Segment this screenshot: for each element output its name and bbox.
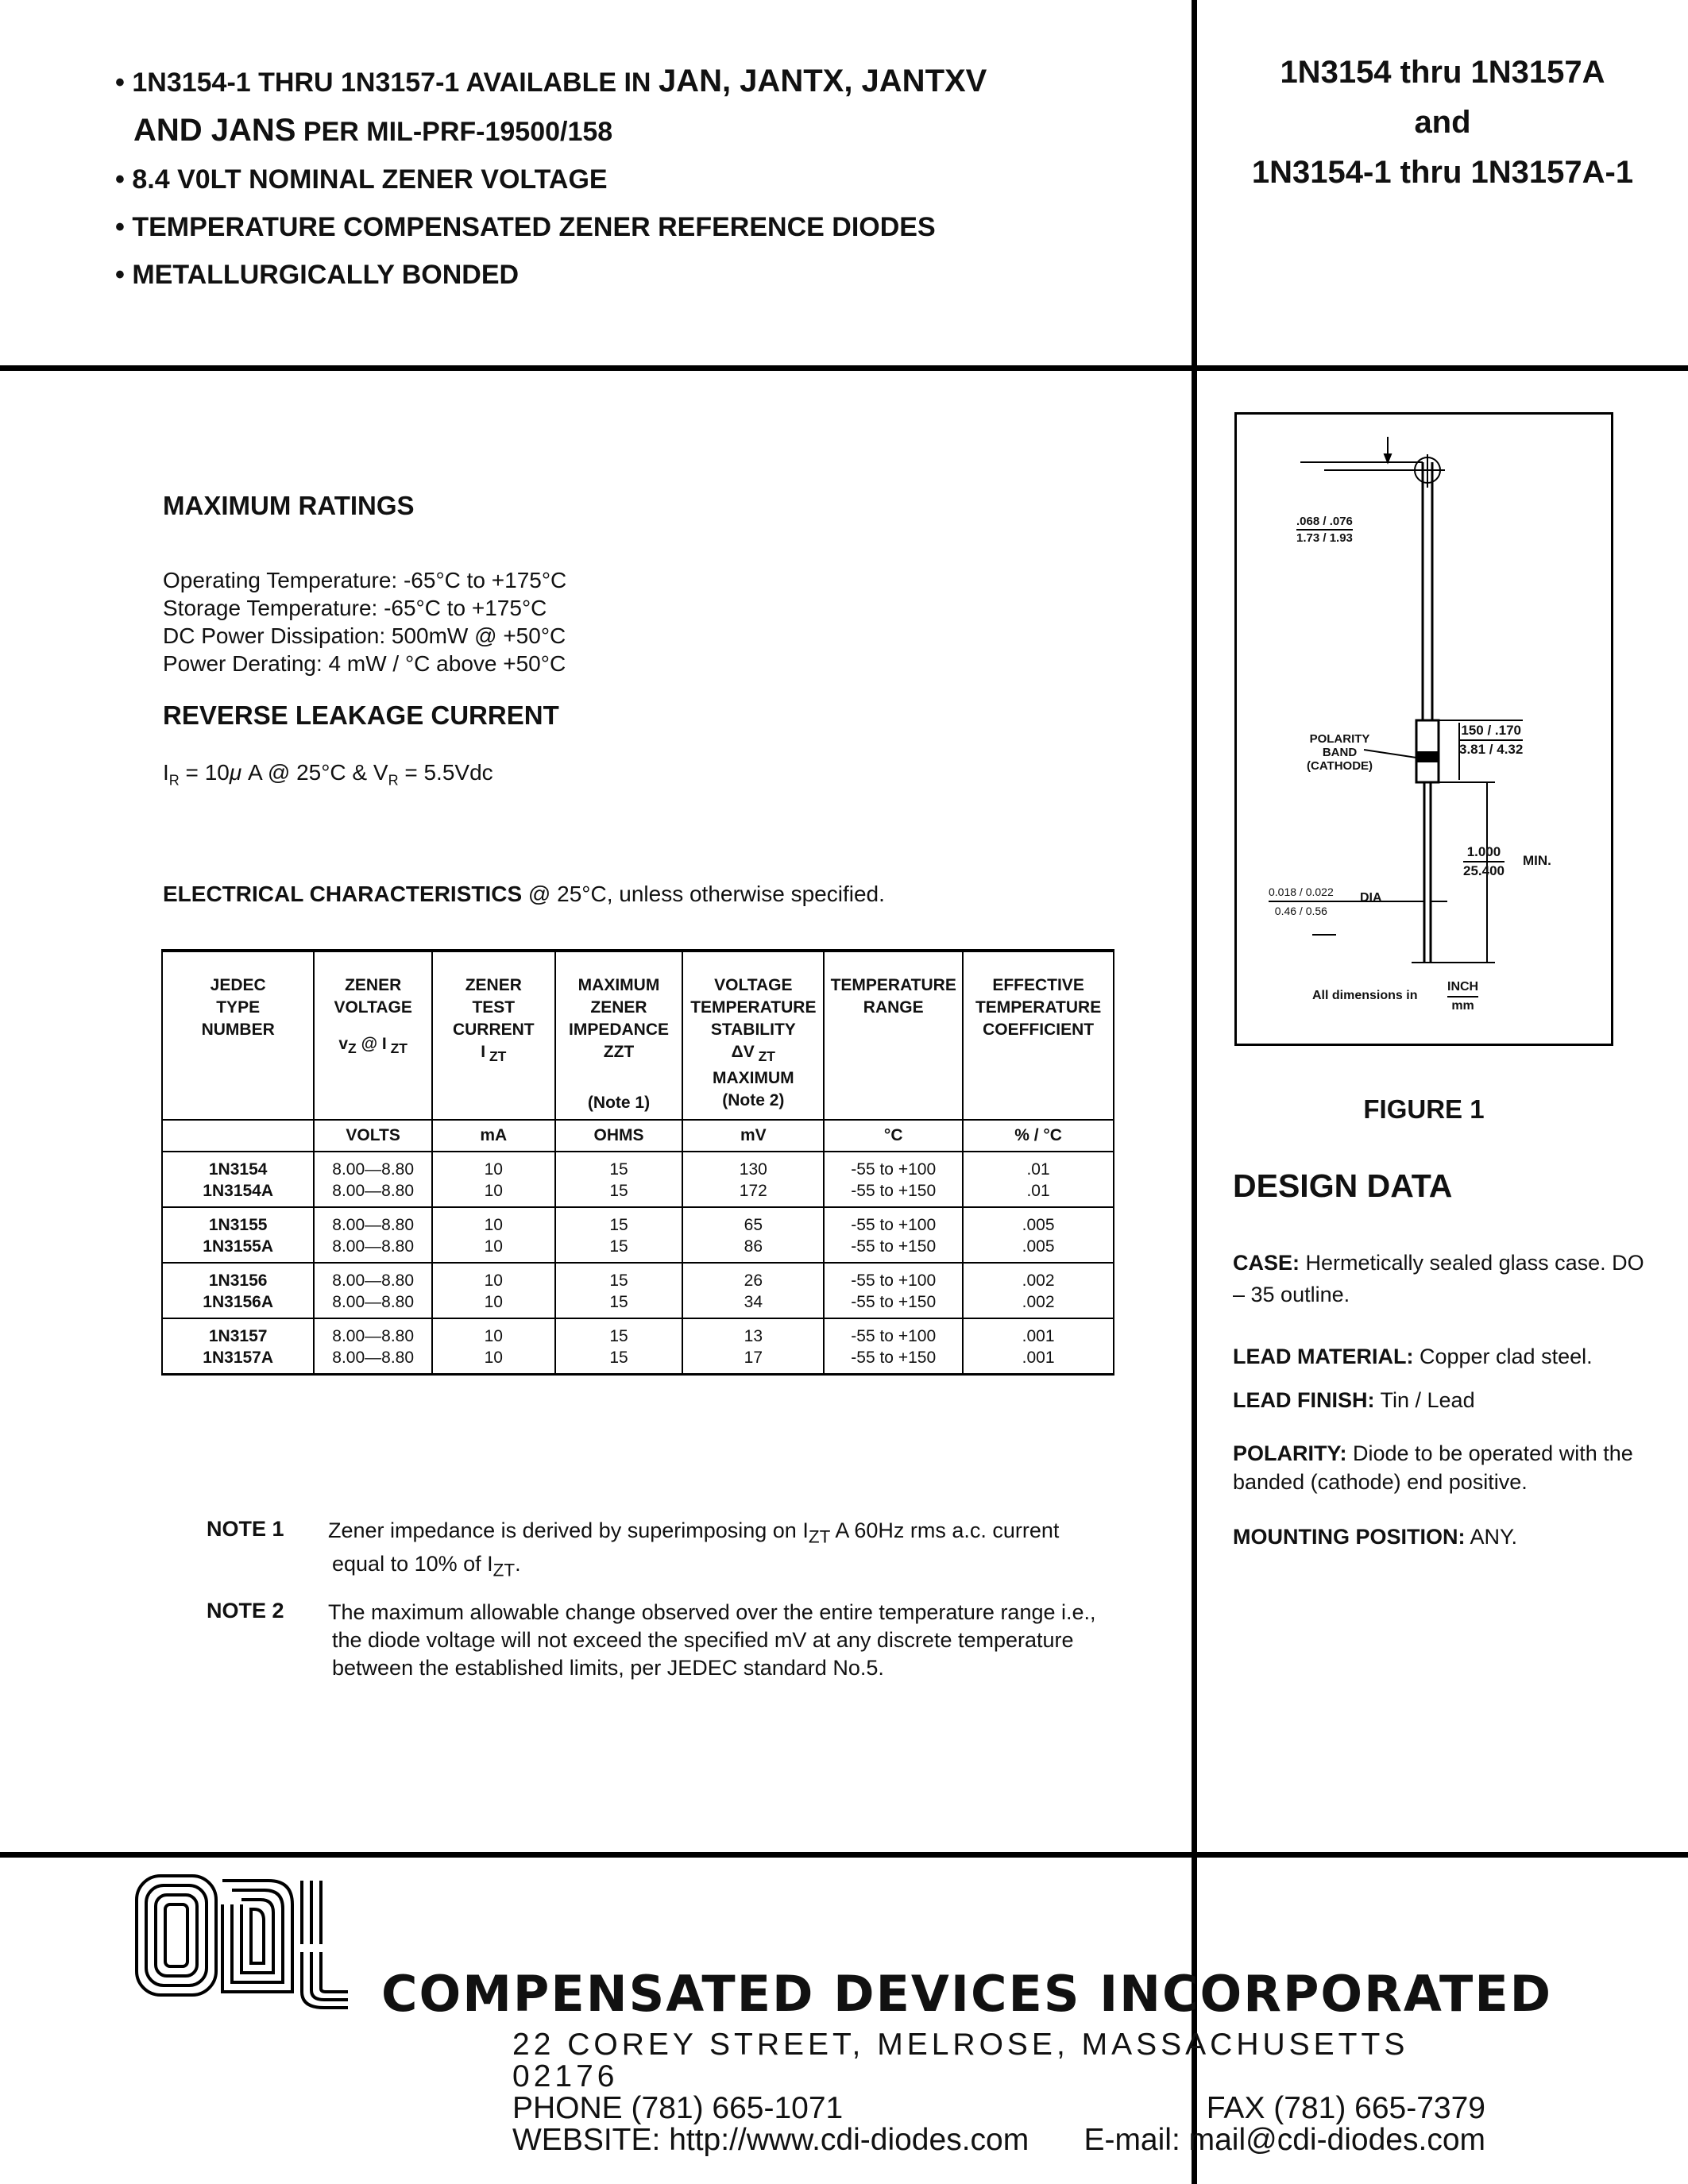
rating-line: Storage Temperature: -65°C to +175°C [163,596,547,620]
units-fraction: INCH mm [1447,980,1479,1013]
col-header: MAXIMUM ZENER IMPEDANCE ZZT (Note 1) [555,951,683,1120]
design-lead-material: LEAD MATERIAL: Copper clad steel. [1233,1345,1593,1368]
units-note: All dimensions in [1312,989,1418,1002]
lead-length-dim: 1.000 25.400 [1463,844,1505,878]
table-row: 1N3156 1N3156A 8.00—8.80 8.00—8.80 10 10 15 15 26 34 -55 to +100 -55 to +150 .002 .002 [162,1263,1114,1318]
cdi-logo [133,1873,372,2012]
header-divider [0,365,1688,371]
phone: PHONE (781) 665-1071 [512,2091,844,2125]
design-mounting: MOUNTING POSITION: ANY. [1233,1525,1518,1549]
footer-address [512,2029,1485,2156]
rating-line: DC Power Dissipation: 500mW @ +50°C [163,623,566,648]
col-header: VOLTAGE TEMPERATURE STABILITY ΔV $_{ZT}$ MAXIMUM (Note 2) [682,951,824,1120]
lead-dia-dim: .068 / .076 1.73 / 1.93 [1296,515,1353,545]
body-length-dim: 150 / .170 3.81 / 4.32 [1459,723,1524,757]
figure-caption: FIGURE 1 [1363,1094,1485,1124]
feature-list [115,57,1172,299]
wire-dia-dim: 0.018 / 0.022 0.46 / 0.56 [1269,883,1334,920]
leakage-title: REVERSE LEAKAGE CURRENT [163,700,559,730]
rating-line: Operating Temperature: -65°C to +175°C [163,568,567,592]
electrical-characteristics-table [161,949,1114,1376]
table-row: 1N3157 1N3157A 8.00—8.80 8.00—8.80 10 10 15 15 13 17 -55 to +100 -55 to +150 .001 .001 [162,1318,1114,1375]
col-header: ZENER TEST CURRENT I $_{ZT}$ [432,951,555,1120]
table-header-row [162,951,1114,1120]
leakage-spec: $I_R = 10\mu$ A @ 25°C & $V_R = 5.5Vdc$ [163,760,493,789]
table-row: 1N3154 1N3154A 8.00—8.80 8.00—8.80 10 10 15 15 130 172 -55 to +100 -55 to +150 .01 .01 [162,1152,1114,1207]
note-2-text: The maximum allowable change observed over the entire temperature range i.e., the diode voltage will not exceed the specified mV at any discrete temperature between the established limits, per JEDEC standard No.5. [328,1600,1096,1680]
design-data-title: DESIGN DATA [1233,1167,1453,1204]
fax: FAX (781) 665-7379 [1206,2091,1485,2125]
units-row: VOLTS mA OHMS mV °C % / °C [162,1120,1114,1152]
note-2-label: NOTE 2 [207,1599,284,1623]
feature-item: • TEMPERATURE COMPENSATED ZENER REFERENCE DIODES [115,212,936,242]
note-1-text: Zener impedance is derived by superimposing on $I_{ZT}$ A 60Hz rms a.c. current equal to 10% of $I_{ZT}$. [328,1518,1060,1580]
part-title-line: 1N3154-1 thru 1N3157A-1 [1251,155,1634,190]
polarity-band-label: POLARITY BAND (CATHODE) [1307,732,1373,773]
diode-outline-drawing [1237,415,1611,1044]
design-case: CASE: Hermetically sealed glass case. DO – 35 outline. [1233,1251,1644,1306]
part-title-line: 1N3154 thru 1N3157A [1280,55,1605,90]
min-label: MIN. [1523,853,1551,868]
email-link[interactable]: E-mail: mail@cdi-diodes.com [1083,2123,1485,2157]
website-link[interactable]: WEBSITE: http://www.cdi-diodes.com [512,2123,1029,2157]
elec-char-title: ELECTRICAL CHARACTERISTICS @ 25°C, unless otherwise specified. [163,882,885,906]
part-title-line: and [1414,105,1471,140]
feature-item: • 8.4 V0LT NOMINAL ZENER VOLTAGE [115,164,608,195]
street-address: 22 COREY STREET, MELROSE, MASSACHUSETTS 02176 [512,2028,1409,2093]
dia-label: DIA [1360,891,1382,905]
figure-1-box [1234,412,1613,1046]
design-polarity: POLARITY: Diode to be operated with the banded (cathode) end positive. [1233,1441,1633,1494]
col-header: JEDEC TYPE NUMBER [162,951,314,1120]
company-name: COMPENSATED DEVICES INCORPORATED [381,1965,1553,2023]
col-header: ZENER VOLTAGE $v_Z$ @ I $_{ZT}$ [314,951,432,1120]
table-row: 1N3155 1N3155A 8.00—8.80 8.00—8.80 10 10 15 15 65 86 -55 to +100 -55 to +150 .005 .005 [162,1207,1114,1263]
part-number-title [1197,48,1688,198]
design-lead-finish: LEAD FINISH: Tin / Lead [1233,1388,1475,1412]
max-ratings-title: MAXIMUM RATINGS [163,491,415,520]
footer-divider [0,1852,1688,1858]
note-1-label: NOTE 1 [207,1517,284,1541]
feature-item: • 1N3154-1 THRU 1N3157-1 AVAILABLE IN JAN, JANTX, JANTXV [115,64,987,98]
max-ratings-list [163,566,566,677]
feature-item: • METALLURGICALLY BONDED [115,260,520,290]
rating-line: Power Derating: 4 mW / °C above +50°C [163,651,566,676]
col-header: EFFECTIVE TEMPERATURE COEFFICIENT [963,951,1114,1120]
col-header: TEMPERATURE RANGE [824,951,963,1120]
feature-item: AND JANS PER MIL-PRF-19500/158 [133,113,613,148]
